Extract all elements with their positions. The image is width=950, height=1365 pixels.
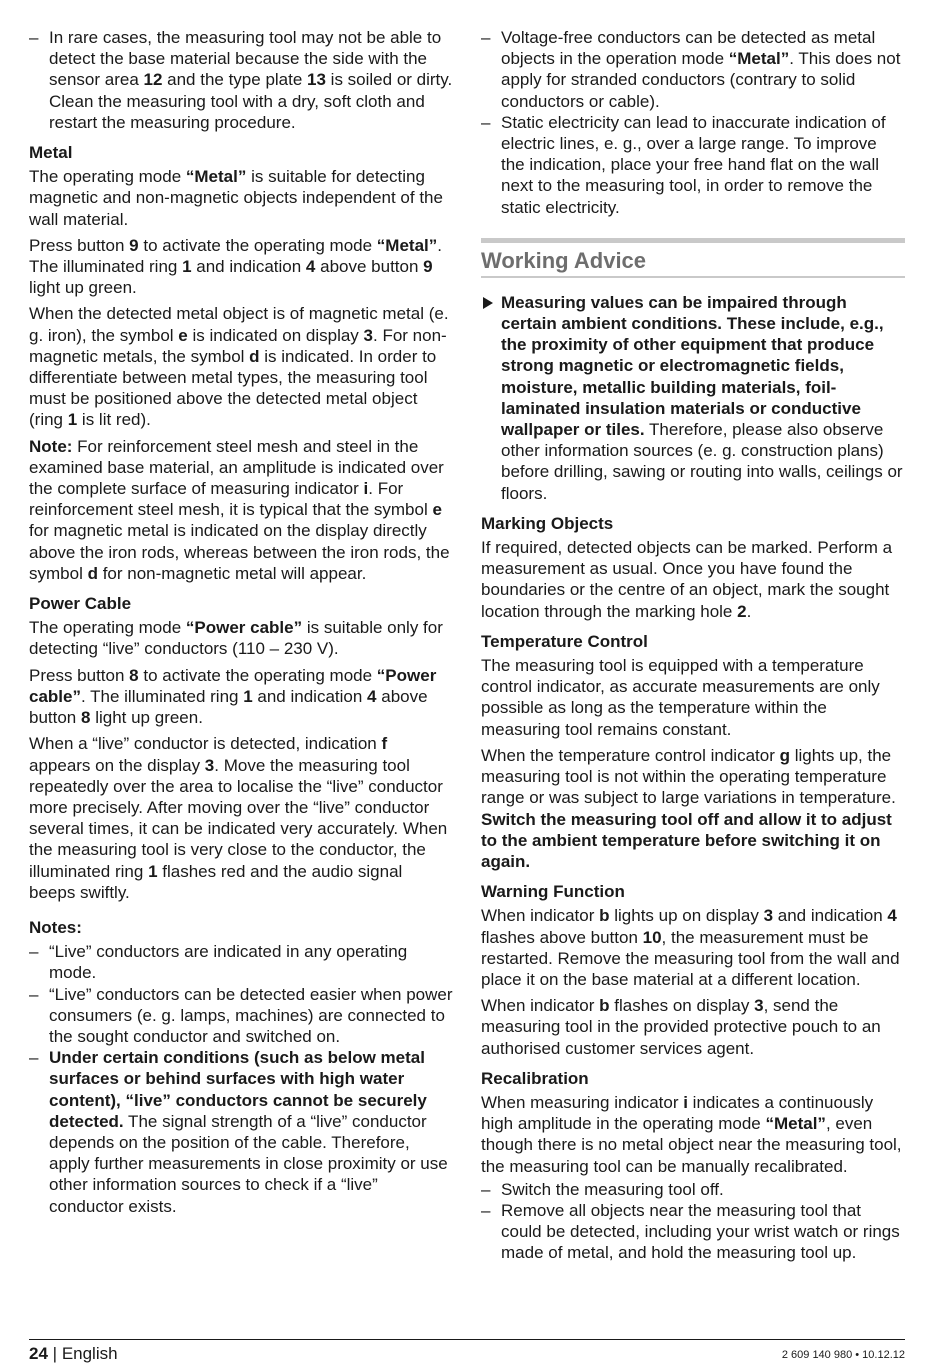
intro-list <box>481 27 905 218</box>
text-run: lights up on display <box>609 906 764 926</box>
text-run: and the type plate <box>162 70 308 90</box>
text-run: indicates a continuously high amplitude in the operating mode <box>481 1092 874 1134</box>
text-run: . <box>746 601 752 621</box>
text-run: The signal strength of a “live” conductor depends on the position of the cable. Therefore, apply further measurements in close proximity or use other information sources to check if a “live” conductor exists. <box>49 1111 448 1216</box>
bold-text: 3 <box>754 996 764 1016</box>
text-run: When the detected metal object is of magnetic metal (e. g. iron), the symbol <box>29 304 449 345</box>
bold-text: Note: <box>29 436 73 456</box>
bold-text: 1 <box>182 257 192 277</box>
list-item <box>29 941 453 983</box>
bold-text: 8 <box>129 665 139 685</box>
text-run: to activate the operating mode <box>138 665 377 685</box>
text-run: . Move the measuring tool repeatedly over the area to localise the “live” conductor more precisely. After moving over the “live” conductor several times, it can be indicated very accurately. When the measuring tool is very close to the conductor, the illuminated ring <box>29 755 448 881</box>
paragraph <box>29 303 453 430</box>
text-run: to activate the operating mode <box>138 235 377 255</box>
text-run: Switch the measuring tool off. <box>501 1179 724 1199</box>
recalibration-steps <box>481 1179 905 1264</box>
paragraph <box>481 745 905 872</box>
footer-language: English <box>61 1344 118 1363</box>
bold-text: 4 <box>887 906 897 926</box>
section-band <box>481 238 905 278</box>
note-paragraph <box>29 436 453 584</box>
bold-text: f <box>381 734 388 754</box>
bold-text: 3 <box>363 325 373 345</box>
text-run: . For reinforcement steel mesh, it is typical that the symbol <box>29 479 433 520</box>
bold-text: d <box>87 563 98 583</box>
text-run: is soiled or dirty. Clean the measuring tool with a dry, soft cloth and restart the measuring procedure. <box>49 70 453 132</box>
bold-text: Under certain conditions (such as below metal surfaces or behind surfaces with high water content), “live” conductors cannot be securely detected. <box>49 1048 427 1131</box>
bold-text: 2 <box>737 601 747 621</box>
bold-text: 8 <box>81 708 91 728</box>
right-column <box>481 27 905 1269</box>
section-heading-marking-objects: Marking Objects <box>481 513 614 533</box>
section-heading-metal: Metal <box>29 143 73 163</box>
paragraph <box>481 655 905 740</box>
section-heading-recalibration: Recalibration <box>481 1068 589 1088</box>
text-run: flashes red and the audio signal beeps swiftly. <box>29 861 403 902</box>
list-item <box>481 112 905 218</box>
list-item <box>29 1047 453 1217</box>
text-run: “Live” conductors are indicated in any operating mode. <box>49 942 408 983</box>
paragraph <box>481 1092 905 1177</box>
footer-left <box>29 1344 118 1364</box>
text-run: is indicated. In order to differentiate between metal types, the measuring tool must be positioned above the detected metal object (ring <box>29 346 437 430</box>
text-run: flashes above button <box>481 927 643 947</box>
text-run: In rare cases, the measuring tool may not be able to detect the base material because the side with the sensor area <box>49 28 442 90</box>
bold-text: “Metal” <box>765 1114 826 1134</box>
bold-text: “Metal” <box>185 167 247 187</box>
text-run: When measuring indicator <box>481 1092 684 1112</box>
text-run: “Live” conductors can be detected easier when power consumers (e. g. lamps, machines) are connected to the sought conductor and switched on. <box>49 984 453 1046</box>
text-run: . For non-magnetic metals, the symbol <box>29 325 447 366</box>
text-run: lights up, the measuring tool is not within the operating temperature range or was subject to large variations in temperature. <box>481 745 896 808</box>
text-run: and indication <box>191 257 306 277</box>
text-run: When the temperature control indicator <box>481 745 780 765</box>
bold-text: 4 <box>367 686 377 706</box>
paragraph <box>29 617 453 659</box>
bold-text: 4 <box>305 257 316 277</box>
list-item <box>29 27 453 133</box>
paragraph <box>29 166 453 230</box>
paragraph <box>481 995 905 1059</box>
text-run: For reinforcement steel mesh and steel in the examined base material, an amplitude is indicated over the complete surface of measuring indicator <box>29 436 444 499</box>
text-run: is lit red). <box>77 410 151 430</box>
text-run: above button <box>29 686 428 728</box>
text-run: is suitable for detecting magnetic and non-magnetic objects independent of the wall material. <box>29 167 443 229</box>
text-run: appears on the display <box>29 755 205 775</box>
bold-text: “Metal” <box>728 49 790 69</box>
bold-text: 12 <box>143 70 163 90</box>
section-heading-warning-function: Warning Function <box>481 882 625 902</box>
bold-text: 3 <box>204 755 215 775</box>
warning-text <box>501 292 905 504</box>
bold-text: “Power cable” <box>185 618 303 638</box>
text-run: When indicator <box>481 906 600 926</box>
section-heading-temperature-control: Temperature Control <box>481 631 648 651</box>
notes-list <box>29 941 453 1217</box>
text-run: , even though there is no metal object near the measuring tool, the measuring tool can be manually recalibrated. <box>481 1114 902 1176</box>
bold-text: 13 <box>307 70 326 90</box>
text-run: for magnetic metal is indicated on the display directly above the iron rods, whereas between the iron rods, the symbol <box>29 521 450 583</box>
bold-text: 10 <box>642 927 662 947</box>
page-number: 24 <box>29 1344 48 1363</box>
intro-list <box>29 27 453 133</box>
text-run: The operating mode <box>29 618 186 638</box>
bold-text: i <box>683 1092 688 1112</box>
text-run: Press button <box>29 665 130 685</box>
list-item <box>481 1200 905 1264</box>
text-run: The operating mode <box>29 167 186 187</box>
text-run: Remove all objects near the measuring tool that could be detected, including your wrist watch or rings made of metal, and hold the measuring tool up. <box>501 1200 900 1263</box>
bold-text: g <box>779 745 790 765</box>
bold-text: 1 <box>148 861 158 881</box>
list-item <box>481 27 905 112</box>
text-run: is suitable only for detecting “live” conductors (110 – 230 V). <box>29 618 443 659</box>
text-run: Static electricity can lead to inaccurate indication of electric lines, e. g., over a large range. To improve the indication, place your free hand flat on the wall next to the measuring tool, in order to remove the static electricity. <box>501 112 886 217</box>
bold-text: e <box>432 500 442 520</box>
text-run: , the measurement must be restarted. Remove the measuring tool from the wall and place it on the base material at a different location. <box>481 927 900 989</box>
text-run: Press button <box>29 235 130 255</box>
bold-text: b <box>599 906 610 926</box>
text-run: Therefore, please also observe other information sources (e. g. construction plans) before drilling, sawing or routing into walls, ceilings or floors. <box>501 420 903 503</box>
bold-text: 1 <box>67 410 78 430</box>
paragraph <box>29 235 453 299</box>
text-run: , send the measuring tool in the provided protective pouch to an authorised customer services agent. <box>481 996 881 1058</box>
text-run: above button <box>315 257 424 277</box>
text-run: . This does not apply for stranded conductors (contrary to solid conductors or cable). <box>501 49 901 111</box>
section-title: Working Advice <box>481 247 647 273</box>
text-run: When a “live” conductor is detected, indication <box>29 734 382 754</box>
paragraph <box>481 905 905 990</box>
text-run: If required, detected objects can be marked. Perform a measurement as usual. Once you have found the boundaries or the centre of an object, mark the sought location through the marking hole <box>481 538 893 621</box>
text-run: light up green. <box>90 708 203 728</box>
text-run: . The illuminated ring <box>29 235 442 277</box>
footer-separator: | <box>52 1344 58 1363</box>
text-run: is indicated on display <box>187 325 364 345</box>
list-item <box>481 1179 905 1200</box>
paragraph <box>481 537 905 622</box>
list-item <box>29 984 453 1048</box>
bold-text: 3 <box>763 906 774 926</box>
document-code: 2 609 140 980 • 10.12.12 <box>781 1349 905 1361</box>
text-run: light up green. <box>29 278 137 298</box>
bold-text: “Power cable” <box>29 665 437 706</box>
section-heading-power-cable: Power Cable <box>29 594 132 614</box>
text-run: and indication <box>773 906 888 926</box>
bold-text: d <box>249 346 260 366</box>
text-run: and indication <box>252 686 368 706</box>
paragraph <box>29 733 453 903</box>
text-run: for non-magnetic metal will appear. <box>97 563 367 583</box>
text-run: When indicator <box>481 996 600 1016</box>
warning-block <box>481 292 905 504</box>
bold-text: e <box>178 325 188 345</box>
bold-text: i <box>363 479 369 499</box>
bold-text: Switch the measuring tool off and allow it to adjust to the ambient temperature before switching it on again. <box>481 809 892 871</box>
arrow-bullet-icon <box>483 297 493 309</box>
text-run: . The illuminated ring <box>80 686 244 706</box>
bold-text: 1 <box>243 686 253 706</box>
footer-rule <box>29 1339 905 1340</box>
paragraph <box>29 665 453 729</box>
text-run: flashes on display <box>609 996 755 1016</box>
bold-text: 9 <box>129 235 139 255</box>
text-run: The measuring tool is equipped with a temperature control indicator, as accurate measurements are only possible as long as the temperature within the measuring tool remains constant. <box>481 656 880 739</box>
bold-text: 9 <box>423 257 433 277</box>
text-run: Voltage-free conductors can be detected as metal objects in the operation mode <box>501 28 876 69</box>
bold-text: b <box>599 996 610 1016</box>
section-heading-notes: Notes: <box>29 917 82 937</box>
bold-text: Measuring values can be impaired through certain ambient conditions. These include, e.g., the proximity of other equipment that produce strong magnetic or electromagnetic fields, moisture, metallic building materials, foil-laminated insulation materials or conductive wallpaper or tiles. <box>501 292 884 440</box>
left-column <box>29 27 453 1222</box>
bold-text: “Metal” <box>376 235 438 255</box>
